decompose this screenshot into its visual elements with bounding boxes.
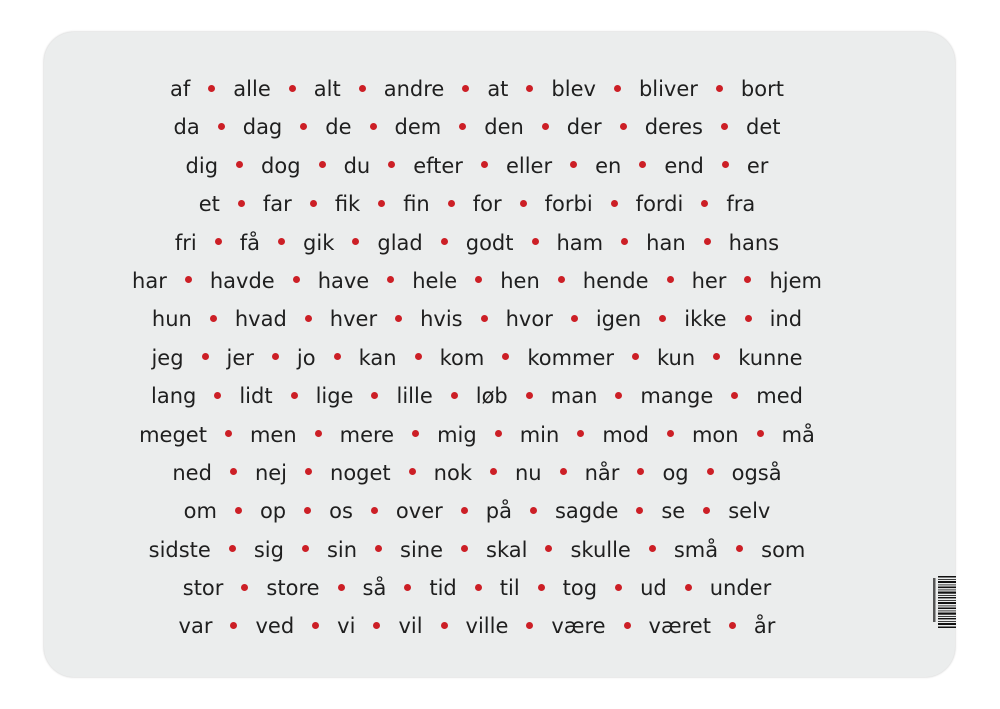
word-row	[44, 416, 910, 454]
separator-dot-icon	[502, 353, 509, 360]
word: hele	[412, 268, 458, 293]
separator-dot-icon	[632, 353, 639, 360]
word: tid	[429, 576, 457, 601]
separator-dot-icon	[495, 430, 502, 437]
word: her	[691, 268, 727, 293]
word: nu	[515, 460, 542, 485]
word: ud	[640, 576, 667, 601]
word: gik	[303, 230, 335, 255]
word-row	[44, 224, 910, 262]
word: under	[709, 576, 772, 601]
word: har	[132, 268, 167, 293]
separator-dot-icon	[441, 238, 448, 245]
word: løb	[475, 384, 508, 409]
separator-dot-icon	[526, 392, 533, 399]
word: om	[183, 499, 217, 524]
word-row	[44, 607, 910, 645]
word: deres	[644, 115, 703, 140]
word: dog	[261, 153, 301, 178]
word: han	[646, 230, 686, 255]
separator-dot-icon	[707, 468, 714, 475]
word: blev	[551, 77, 596, 101]
word: alle	[233, 77, 271, 101]
word: tog	[562, 576, 598, 601]
word: små	[673, 537, 719, 562]
word: forbi	[544, 192, 593, 217]
word: dag	[242, 115, 283, 140]
word: hvor	[505, 307, 553, 332]
separator-dot-icon	[532, 238, 539, 245]
word: været	[648, 614, 711, 639]
separator-dot-icon	[373, 622, 380, 629]
separator-dot-icon	[667, 430, 674, 437]
separator-dot-icon	[291, 392, 298, 399]
word-grid	[44, 70, 910, 646]
separator-dot-icon	[293, 276, 300, 283]
separator-dot-icon	[387, 276, 394, 283]
word: far	[262, 192, 292, 217]
separator-dot-icon	[475, 584, 482, 591]
word: ind	[769, 307, 803, 332]
word: hvis	[420, 307, 463, 332]
word: en	[595, 153, 622, 178]
word: fri	[174, 230, 197, 255]
separator-dot-icon	[451, 392, 458, 399]
word: mon	[691, 422, 739, 447]
word: mod	[602, 422, 649, 447]
separator-dot-icon	[371, 507, 378, 514]
separator-dot-icon	[577, 430, 584, 437]
word: hvad	[234, 307, 287, 332]
word: mig	[437, 422, 477, 447]
separator-dot-icon	[558, 276, 565, 283]
word: havde	[209, 268, 275, 293]
word: kom	[439, 345, 485, 370]
word-row	[44, 377, 910, 415]
separator-dot-icon	[395, 315, 402, 322]
word: efter	[413, 153, 463, 178]
word: kan	[358, 345, 397, 370]
word: store	[266, 576, 320, 601]
word: sin	[326, 537, 358, 562]
separator-dot-icon	[614, 85, 621, 92]
word: fik	[334, 192, 361, 217]
separator-dot-icon	[415, 353, 422, 360]
word: over	[395, 499, 443, 524]
word: meget	[139, 422, 207, 447]
separator-dot-icon	[722, 161, 729, 168]
separator-dot-icon	[716, 85, 723, 92]
word-row	[44, 147, 910, 185]
separator-dot-icon	[208, 85, 215, 92]
word: hjem	[769, 268, 822, 293]
word: kommer	[527, 345, 615, 370]
word: der	[566, 115, 602, 140]
separator-dot-icon	[300, 123, 307, 130]
separator-dot-icon	[636, 507, 643, 514]
word: at	[487, 77, 509, 101]
word-row	[44, 569, 910, 607]
word: dig	[185, 153, 219, 178]
separator-dot-icon	[615, 392, 622, 399]
separator-dot-icon	[334, 353, 341, 360]
separator-dot-icon	[571, 315, 578, 322]
separator-dot-icon	[621, 238, 628, 245]
separator-dot-icon	[352, 238, 359, 245]
word: se	[661, 499, 686, 524]
word: ved	[255, 614, 295, 639]
word: ned	[172, 460, 212, 485]
word: da	[173, 115, 200, 140]
word: de	[325, 115, 352, 140]
separator-dot-icon	[461, 507, 468, 514]
word: den	[484, 115, 524, 140]
separator-dot-icon	[530, 507, 537, 514]
separator-dot-icon	[736, 545, 743, 552]
word: og	[662, 460, 689, 485]
separator-dot-icon	[685, 584, 692, 591]
separator-dot-icon	[570, 161, 577, 168]
separator-dot-icon	[713, 353, 720, 360]
separator-dot-icon	[302, 545, 309, 552]
separator-dot-icon	[667, 276, 674, 283]
separator-dot-icon	[701, 200, 708, 207]
separator-dot-icon	[378, 200, 385, 207]
separator-dot-icon	[375, 545, 382, 552]
word: nok	[433, 460, 472, 485]
word: alt	[313, 77, 341, 101]
separator-dot-icon	[481, 161, 488, 168]
word: må	[781, 422, 815, 447]
separator-dot-icon	[312, 622, 319, 629]
word: dem	[394, 115, 442, 140]
word-row	[44, 492, 910, 530]
word: et	[198, 192, 220, 217]
separator-dot-icon	[475, 276, 482, 283]
word: var	[178, 614, 213, 639]
separator-dot-icon	[230, 622, 237, 629]
word: man	[550, 384, 598, 409]
separator-dot-icon	[218, 123, 225, 130]
separator-dot-icon	[538, 584, 545, 591]
word: jer	[226, 345, 254, 370]
word: sine	[400, 537, 444, 562]
word: bliver	[638, 77, 698, 101]
word: andre	[383, 77, 445, 101]
separator-dot-icon	[272, 353, 279, 360]
word: ikke	[684, 307, 727, 332]
separator-dot-icon	[448, 200, 455, 207]
separator-dot-icon	[304, 507, 311, 514]
word: kun	[657, 345, 696, 370]
word: det	[745, 115, 781, 140]
word: men	[249, 422, 297, 447]
word: eller	[505, 153, 553, 178]
word: ville	[465, 614, 509, 639]
word-row	[44, 70, 910, 108]
word-row	[44, 531, 910, 569]
word: sagde	[554, 499, 619, 524]
word: fin	[403, 192, 430, 217]
separator-dot-icon	[459, 123, 466, 130]
word: igen	[595, 307, 642, 332]
separator-dot-icon	[371, 392, 378, 399]
word: bort	[740, 77, 784, 101]
separator-dot-icon	[526, 85, 533, 92]
word: stor	[182, 576, 224, 601]
separator-dot-icon	[731, 392, 738, 399]
word: lille	[396, 384, 433, 409]
separator-dot-icon	[319, 161, 326, 168]
separator-dot-icon	[703, 507, 710, 514]
separator-dot-icon	[235, 507, 242, 514]
separator-dot-icon	[520, 200, 527, 207]
word: hende	[582, 268, 649, 293]
word: noget	[330, 460, 391, 485]
word: ham	[556, 230, 604, 255]
word: hans	[728, 230, 780, 255]
separator-dot-icon	[441, 622, 448, 629]
separator-dot-icon	[388, 161, 395, 168]
word: sidste	[148, 537, 211, 562]
word: være	[551, 614, 606, 639]
word-row	[44, 185, 910, 223]
separator-dot-icon	[704, 238, 711, 245]
separator-dot-icon	[481, 315, 488, 322]
separator-dot-icon	[729, 622, 736, 629]
word: med	[756, 384, 804, 409]
word: når	[584, 460, 620, 485]
separator-dot-icon	[490, 468, 497, 475]
word: godt	[465, 230, 514, 255]
word: lidt	[239, 384, 273, 409]
separator-dot-icon	[185, 276, 192, 283]
separator-dot-icon	[315, 430, 322, 437]
separator-dot-icon	[230, 468, 237, 475]
separator-dot-icon	[615, 584, 622, 591]
word: glad	[377, 230, 423, 255]
separator-dot-icon	[278, 238, 285, 245]
separator-dot-icon	[215, 238, 222, 245]
word: hen	[500, 268, 540, 293]
word: fra	[726, 192, 756, 217]
word: mere	[339, 422, 395, 447]
word: år	[753, 614, 776, 639]
separator-dot-icon	[639, 161, 646, 168]
separator-dot-icon	[310, 200, 317, 207]
word: skulle	[570, 537, 631, 562]
separator-dot-icon	[289, 85, 296, 92]
word: så	[362, 576, 387, 601]
separator-dot-icon	[560, 468, 567, 475]
barcode-icon	[932, 574, 960, 634]
word: også	[731, 460, 782, 485]
separator-dot-icon	[412, 430, 419, 437]
word: sig	[253, 537, 284, 562]
separator-dot-icon	[624, 622, 631, 629]
separator-dot-icon	[305, 468, 312, 475]
word-row	[44, 339, 910, 377]
word: få	[239, 230, 261, 255]
word: af	[170, 77, 191, 101]
separator-dot-icon	[210, 315, 217, 322]
separator-dot-icon	[238, 200, 245, 207]
word: til	[499, 576, 520, 601]
word: som	[761, 537, 806, 562]
separator-dot-icon	[620, 123, 627, 130]
word: vil	[398, 614, 423, 639]
separator-dot-icon	[214, 392, 221, 399]
separator-dot-icon	[745, 315, 752, 322]
word-row	[44, 300, 910, 338]
word: op	[259, 499, 287, 524]
separator-dot-icon	[409, 468, 416, 475]
word: min	[519, 422, 560, 447]
word: jo	[296, 345, 316, 370]
separator-dot-icon	[236, 161, 243, 168]
word-row	[44, 262, 910, 300]
separator-dot-icon	[305, 315, 312, 322]
separator-dot-icon	[229, 545, 236, 552]
separator-dot-icon	[649, 545, 656, 552]
word: skal	[486, 537, 528, 562]
separator-dot-icon	[338, 584, 345, 591]
separator-dot-icon	[637, 468, 644, 475]
separator-dot-icon	[659, 315, 666, 322]
separator-dot-icon	[225, 430, 232, 437]
word: fordi	[635, 192, 684, 217]
word: hun	[151, 307, 192, 332]
word: end	[664, 153, 704, 178]
word: mange	[640, 384, 714, 409]
word: du	[343, 153, 371, 178]
word: lige	[315, 384, 354, 409]
word: kunne	[738, 345, 803, 370]
separator-dot-icon	[526, 622, 533, 629]
separator-dot-icon	[611, 200, 618, 207]
word: på	[485, 499, 512, 524]
separator-dot-icon	[462, 85, 469, 92]
separator-dot-icon	[404, 584, 411, 591]
word: hver	[329, 307, 378, 332]
word: lang	[150, 384, 197, 409]
separator-dot-icon	[461, 545, 468, 552]
word: selv	[728, 499, 771, 524]
word-row	[44, 454, 910, 492]
separator-dot-icon	[202, 353, 209, 360]
word: for	[472, 192, 502, 217]
word-row	[44, 108, 910, 146]
word: os	[329, 499, 353, 524]
word: nej	[254, 460, 288, 485]
word-mat	[44, 32, 955, 677]
separator-dot-icon	[542, 123, 549, 130]
separator-dot-icon	[241, 584, 248, 591]
separator-dot-icon	[370, 123, 377, 130]
word: er	[746, 153, 769, 178]
separator-dot-icon	[545, 545, 552, 552]
word: vi	[337, 614, 356, 639]
separator-dot-icon	[744, 276, 751, 283]
word: jeg	[151, 345, 184, 370]
separator-dot-icon	[721, 123, 728, 130]
separator-dot-icon	[757, 430, 764, 437]
word: have	[317, 268, 370, 293]
separator-dot-icon	[359, 85, 366, 92]
